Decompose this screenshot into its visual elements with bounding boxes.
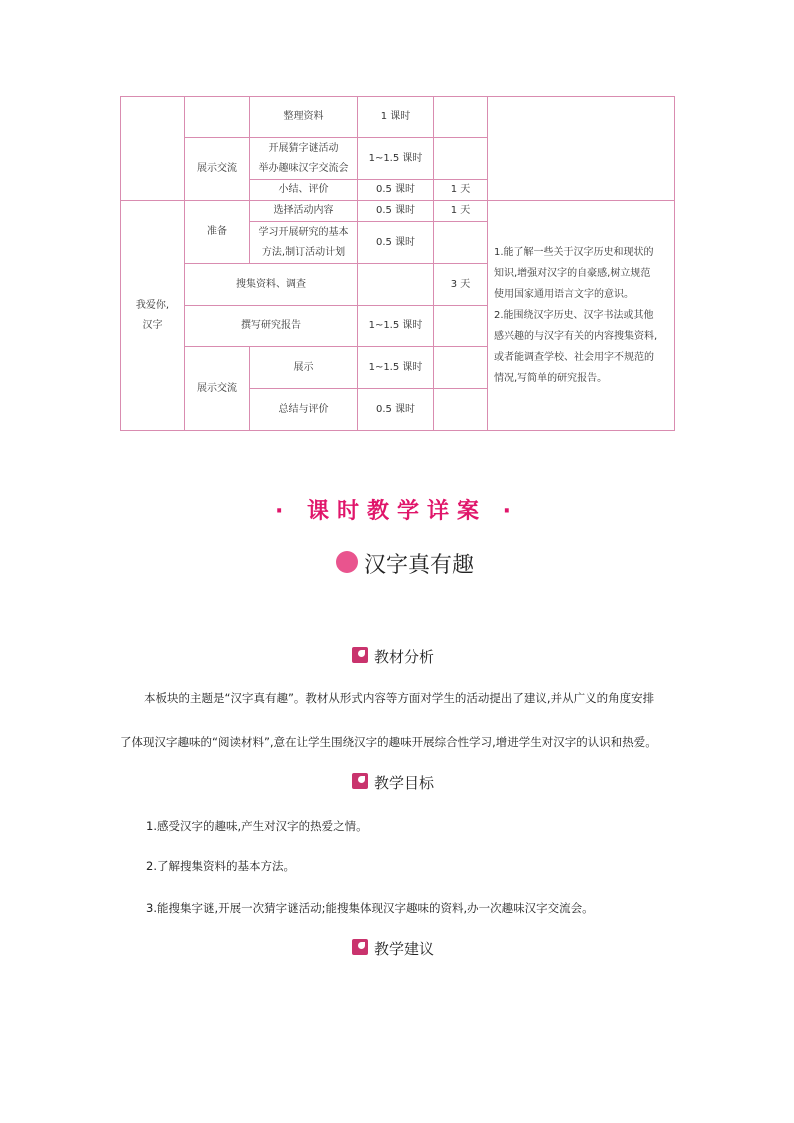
objective-item: 1.感受汉字的趣味,产生对汉字的热爱之情。 <box>146 819 368 833</box>
days-cell: 3 天 <box>434 264 488 306</box>
task-cell: 总结与评价 <box>250 389 358 431</box>
time-cell: 1~1.5 课时 <box>358 306 434 347</box>
analysis-text-line: 了体现汉字趣味的“阅读材料”,意在让学生围绕汉字的趣味开展综合性学习,增进学生对汉字的认识和热爱。 <box>120 735 657 749</box>
time-cell: 0.5 课时 <box>358 222 434 264</box>
stage-cell: 准备 <box>185 201 250 264</box>
time-cell: 0.5 课时 <box>358 201 434 222</box>
time-cell: 0.5 课时 <box>358 389 434 431</box>
section-title: · 课时教学详案 · <box>274 499 520 524</box>
table-row <box>121 201 675 222</box>
task-cell: 展示 <box>250 347 358 389</box>
objective-item: 3.能搜集字谜,开展一次猜字谜活动;能搜集体现汉字趣味的资料,办一次趣味汉字交流会。 <box>146 901 594 915</box>
days-cell <box>434 389 488 431</box>
analysis-text-line: 本板块的主题是“汉字真有趣”。教材从形式内容等方面对学生的活动提出了建议,并从广义的角度安排 <box>144 691 655 705</box>
table-row <box>121 97 675 138</box>
time-cell: 1 课时 <box>358 97 434 138</box>
lesson-title: 汉字真有趣 <box>364 553 475 578</box>
days-cell <box>434 97 488 138</box>
time-cell: 0.5 课时 <box>358 180 434 201</box>
days-cell <box>434 347 488 389</box>
time-cell: 1~1.5 课时 <box>358 138 434 180</box>
days-cell: 1 天 <box>434 201 488 222</box>
objective-item: 2.了解搜集资料的基本方法。 <box>146 859 295 873</box>
days-cell: 1 天 <box>434 180 488 201</box>
stage-cell: 展示交流 <box>185 347 250 431</box>
task-cell: 整理资料 <box>250 97 358 138</box>
heading-bookmark-icon <box>352 939 368 955</box>
heading-bookmark-icon <box>352 647 368 663</box>
task-cell: 小结、评价 <box>250 180 358 201</box>
time-cell <box>358 264 434 306</box>
analysis-heading: 教材分析 <box>352 646 434 667</box>
task-cell: 开展猜字谜活动 举办趣味汉字交流会 <box>250 138 358 180</box>
task-cell: 学习开展研究的基本 方法,制订活动计划 <box>250 222 358 264</box>
days-cell <box>434 306 488 347</box>
days-cell <box>434 222 488 264</box>
activity-plan-table <box>120 96 675 431</box>
days-cell <box>434 138 488 180</box>
stage-cell: 展示交流 <box>185 138 250 201</box>
goals-cell: 1.能了解一些关于汉字历史和现状的 知识,增强对汉字的自豪感,树立规范 使用国家通用语言文字的意识。 2.能围绕汉字历史、汉字书法或其他 感兴趣的与汉字有关的内容搜集资料, 或者能调查学校、社会用字不规范的 情况,写简单的研究报告。 <box>488 201 675 431</box>
task-cell: 选择活动内容 <box>250 201 358 222</box>
task-cell: 搜集资料、调查 <box>185 264 358 306</box>
objectives-heading: 教学目标 <box>352 772 434 793</box>
task-cell: 撰写研究报告 <box>185 306 358 347</box>
activity-cell: 我爱你, 汉字 <box>121 201 185 431</box>
suggestion-heading: 教学建议 <box>352 938 434 959</box>
time-cell: 1~1.5 课时 <box>358 347 434 389</box>
heading-bookmark-icon <box>352 773 368 789</box>
